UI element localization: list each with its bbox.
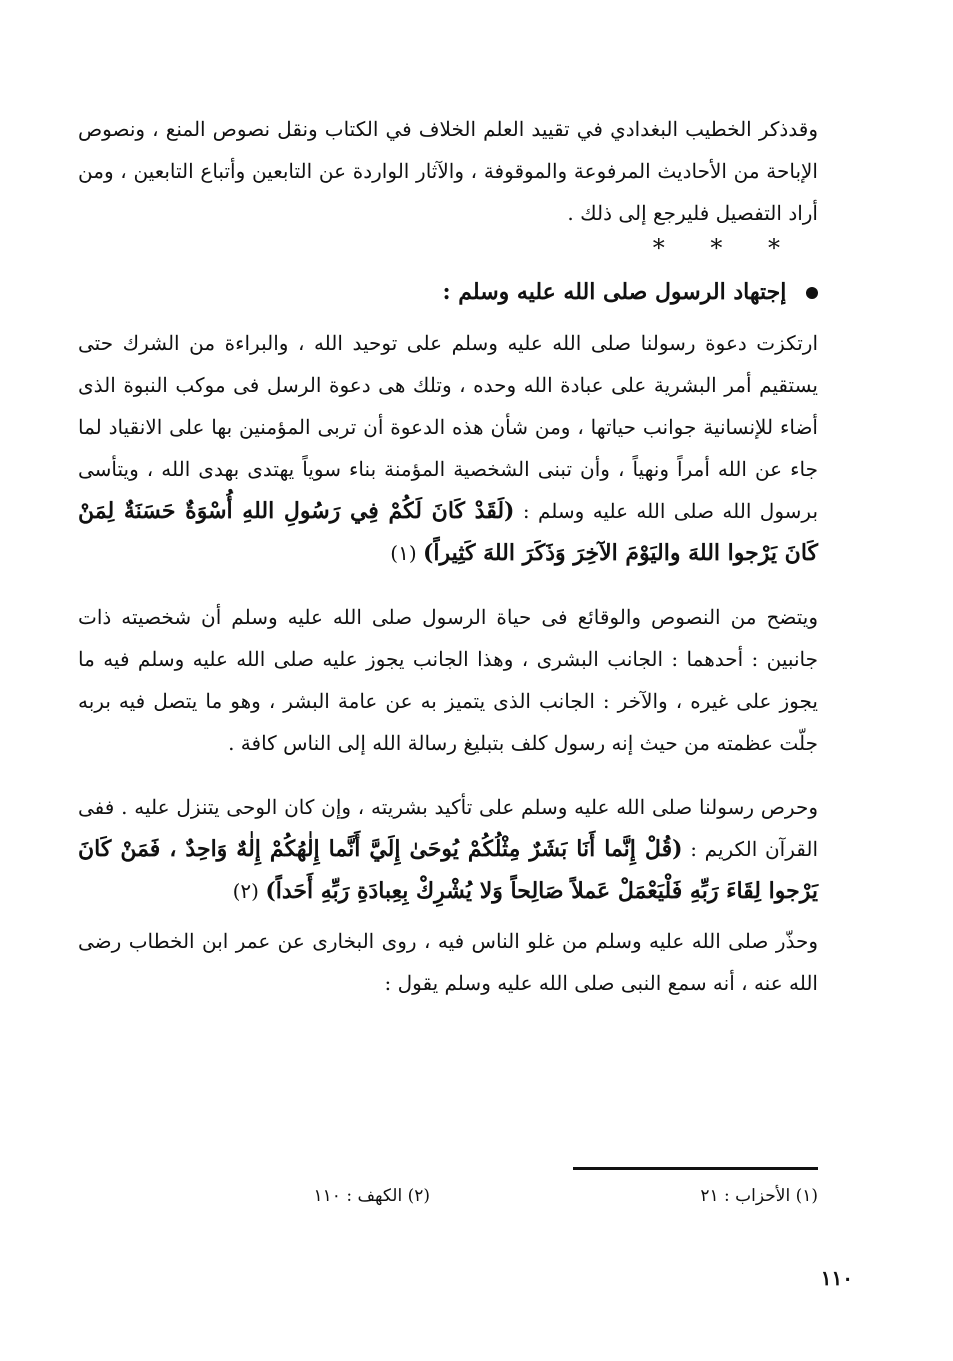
paragraph-personality-text: ويتضح من النصوص والوقائع فى حياة الرسول صلى الله عليه وسلم أن شخصيته ذات جانبين : أحدهما : الجانب البشرى ، وهذا الجانب يجوز عليه صلى الله عليه وسلم فيه ما يجوز على غيره ، والآخر : الجانب الذى يتميز به عن عامة البشر ، وهو ما يتصل فيه بربه جلّت عظمته من حيث إنه رسول كلف بتبليغ رسالة الله إلى الناس كافة .: [78, 605, 818, 755]
paragraph-humanity: [78, 786, 818, 912]
footnotes: [78, 1186, 818, 1216]
paragraph-dawa-text: ارتكزت دعوة رسولنا صلى الله عليه وسلم على توحيد الله ، والبراءة من الشرك حتى يستقيم أمر البشرية على عبادة الله وحده ، وتلك هى دعوة الرسل فى موكب النبوة الذى أضاء للإنسانية جوانب حياتها ، ومن شأن هذه الدعوة أن تربى المؤمنين بها على الانقياد لما جاء عن الله أمراً ونهياً ، وأن تبنى الشخصية المؤمنة بناء سوياً يهتدى بهدى الله ، ويتأسى برسول الله صلى الله عليه وسلم :: [78, 331, 819, 523]
paragraph-humanity-text: وحرص رسولنا صلى الله عليه وسلم على تأكيد بشريته ، وإن كان الوحى يتنزل عليه . ففى القرآن الكريم :: [78, 795, 818, 861]
section-heading: [78, 270, 818, 314]
divider-star: *: [652, 234, 665, 262]
paragraph-warning-text: وحذّر صلى الله عليه وسلم من غلو الناس فيه ، روى البخارى عن عمر ابن الخطاب رضى الله عنه ، أنه سمع النبى صلى الله عليه وسلم يقول :: [78, 929, 818, 995]
paragraph-personality: [78, 596, 818, 764]
page-number: ١١٠: [820, 1266, 853, 1290]
footnote-divider: [573, 1167, 818, 1170]
footnote-2: (٢) الكهف : ١١٠: [313, 1186, 430, 1206]
section-heading-text: إجتهاد الرسول صلى الله عليه وسلم :: [442, 279, 787, 305]
paragraph-warning: [78, 920, 818, 1004]
divider-star: *: [710, 234, 723, 262]
paragraph-dawa: [78, 322, 818, 574]
footnote-ref-2: (٢): [232, 879, 259, 903]
paragraph-intro-text: وقدذكر الخطيب البغدادي في تقييد العلم الخلاف في الكتاب ونقل نصوص المنع ، ونصوص الإباحة من الأحاديث المرفوعة والموقوفة ، والآثار الواردة عن التابعين وأتباع التابعين ، ومن أراد التفصيل فليرجع إلى ذلك .: [78, 117, 818, 225]
quran-verse-ahzab: (لَقَدْ كَانَ لَكُمْ فِي رَسُولِ اللهِ أُسْوَةٌ حَسَنَةٌ لِمَنْ كَانَ يَرْجوا اللهَ واليَوْمَ الآخِرَ وَذَكَرَ اللهَ كَثِيراً): [78, 498, 818, 566]
bullet-icon: [806, 287, 818, 299]
main-text: [78, 108, 818, 1004]
section-divider: [78, 236, 818, 260]
footnote-1: (١) الأحزاب : ٢١: [700, 1186, 818, 1206]
paragraph-intro: [78, 108, 818, 234]
footnote-ref-1: (١): [390, 541, 417, 565]
quran-verse-kahf: (قُلْ إِنَّما أَنَا بَشَرٌ مِثْلُكُمْ يُوحَىٰ إِلَيَّ أَنَّما إِلٰهُكُمْ إِلٰهٌ وَاحِدٌ ، فَمَنْ كَانَ يَرْجوا لِقَاءَ رَبِّهِ فَلْيَعْمَلْ عَملاً صَالِحاً وَلا يُشْرِكْ بِعِبادَةِ رَبِّهِ أَحَداً): [78, 836, 818, 904]
divider-star: *: [768, 234, 780, 262]
